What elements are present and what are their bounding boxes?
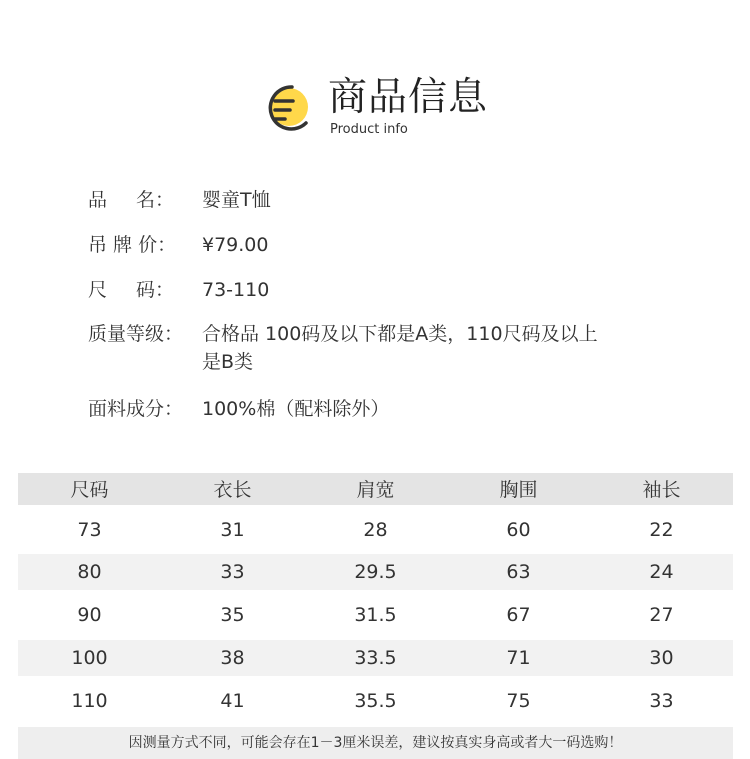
- table-cell: 110: [71, 690, 108, 712]
- table-cell: 33: [220, 561, 245, 583]
- table-header-row: [18, 473, 733, 505]
- table-cell: 41: [220, 690, 245, 712]
- table-cell: 28: [363, 519, 388, 541]
- table-cell: 71: [506, 647, 531, 669]
- table-header-cell: 肩宽: [356, 479, 395, 501]
- info-value: [202, 320, 672, 376]
- info-label-part: 名：: [135, 189, 174, 211]
- info-label: [88, 276, 174, 304]
- table-cell: 31: [220, 519, 245, 541]
- table-cell: 33.5: [354, 647, 397, 669]
- section-header: [262, 74, 502, 144]
- table-cell: 35: [220, 604, 245, 626]
- info-value-line: 是B类: [202, 351, 254, 373]
- info-label-part: 码：: [135, 279, 174, 301]
- info-value: 婴童T恤: [202, 189, 271, 211]
- info-label: [88, 186, 174, 214]
- table-row: [18, 597, 733, 633]
- table-cell: 67: [506, 604, 531, 626]
- section-title: 商品信息: [328, 75, 489, 120]
- table-cell: 80: [77, 561, 102, 583]
- table-row: [18, 683, 733, 719]
- table-cell: 100: [71, 647, 108, 669]
- table-cell: 22: [649, 519, 674, 541]
- table-row: [18, 512, 733, 548]
- table-cell: 35.5: [354, 690, 397, 712]
- info-label: 质量等级：: [88, 323, 184, 345]
- info-label-part: 尺: [88, 279, 108, 301]
- info-value: ¥79.00: [202, 234, 269, 256]
- table-cell: 24: [649, 561, 674, 583]
- table-cell: 38: [220, 647, 245, 669]
- table-cell: 33: [649, 690, 674, 712]
- table-cell: 30: [649, 647, 674, 669]
- table-cell: 75: [506, 690, 531, 712]
- info-label: 面料成分：: [88, 398, 184, 420]
- table-header-cell: 胸围: [499, 479, 538, 501]
- info-value: 73-110: [202, 279, 270, 301]
- section-subtitle: Product info: [330, 122, 408, 137]
- table-cell: 90: [77, 604, 102, 626]
- table-cell: 73: [77, 519, 102, 541]
- table-row: [18, 554, 733, 590]
- table-cell: 31.5: [354, 604, 397, 626]
- table-cell: 60: [506, 519, 531, 541]
- table-header-cell: 袖长: [642, 479, 681, 501]
- table-header-cell: 衣长: [213, 479, 252, 501]
- info-label: 吊 牌 价：: [88, 234, 177, 256]
- table-cell: 63: [506, 561, 531, 583]
- document-lines-icon: [262, 84, 314, 132]
- table-header-cell: 尺码: [70, 479, 109, 501]
- info-value: 100%棉（配料除外）: [202, 398, 390, 420]
- table-cell: 27: [649, 604, 674, 626]
- table-cell: 29.5: [354, 561, 397, 583]
- measurement-note: 因测量方式不同，可能会存在1－3厘米误差，建议按真实身高或者大一码选购！: [18, 727, 733, 759]
- info-label-part: 品: [88, 189, 108, 211]
- table-row: [18, 640, 733, 676]
- info-value-line: 合格品 100码及以下都是A类，110尺码及以上: [202, 323, 598, 345]
